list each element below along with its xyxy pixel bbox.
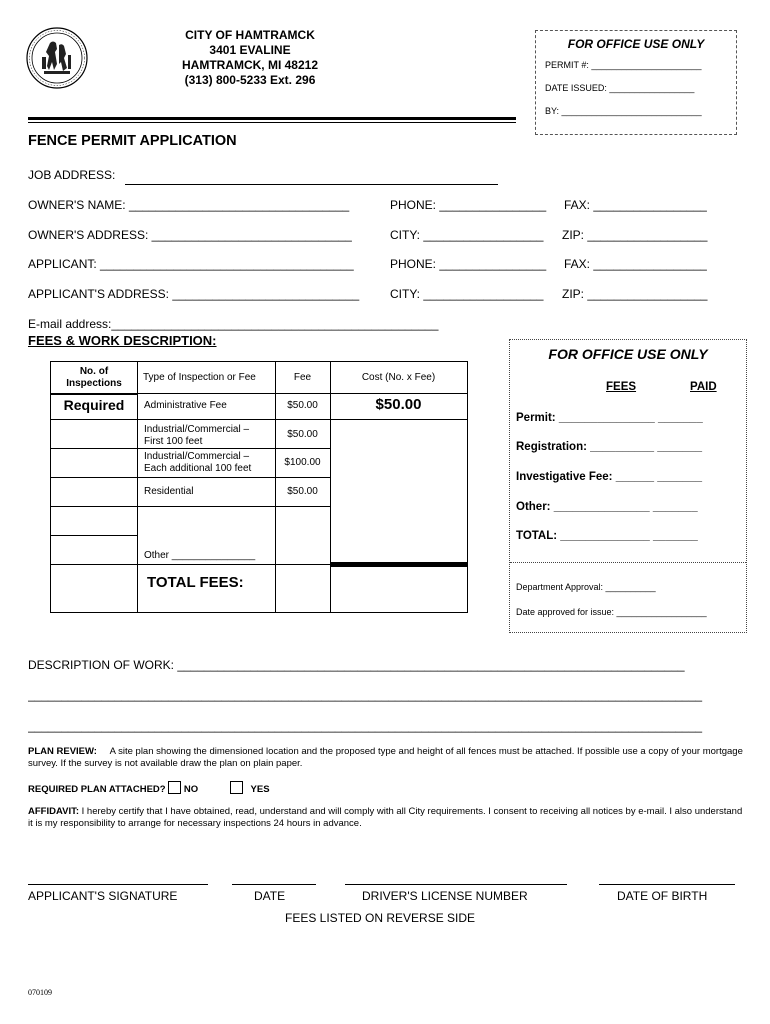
- fee-amount: $50.00: [287, 486, 318, 497]
- plan-review-text: A site plan showing the dimensioned location and the proposed type and height of all fences must be attached. If possible use a copy of your mortgage survey. If the survey is not available draw the plan on plain paper.: [28, 746, 743, 769]
- fee-type: Administrative Fee: [144, 400, 227, 411]
- date-label: DATE: [254, 889, 286, 903]
- header-rule-thin: [28, 122, 516, 123]
- paid-column-header: PAID: [690, 381, 717, 393]
- applicant-phone-field[interactable]: PHONE: ________________: [390, 257, 547, 271]
- date-line[interactable]: [232, 883, 316, 885]
- fee-amount: $50.00: [287, 400, 318, 411]
- applicant-zip-field[interactable]: ZIP: __________________: [562, 287, 708, 301]
- dob-line[interactable]: [599, 883, 735, 885]
- fee-type-other[interactable]: Other _______________: [144, 550, 256, 561]
- owners-address-field[interactable]: OWNER'S ADDRESS: ______________________________: [28, 228, 352, 242]
- owner-city-field[interactable]: CITY: __________________: [390, 228, 544, 242]
- city-seal: [26, 27, 88, 89]
- license-line[interactable]: [345, 883, 567, 885]
- dob-label: DATE OF BIRTH: [617, 889, 708, 903]
- date-approved-field[interactable]: Date approved for issue: __________________: [516, 607, 707, 617]
- description-line[interactable]: _____________________________________________________________________________________________________: [28, 688, 703, 702]
- applicant-fax-field[interactable]: FAX: _________________: [564, 257, 707, 271]
- applicants-address-field[interactable]: APPLICANT'S ADDRESS: ____________________________: [28, 287, 360, 301]
- applicant-signature-line[interactable]: [28, 883, 208, 885]
- fees-reverse-note: FEES LISTED ON REVERSE SIDE: [285, 911, 476, 925]
- city-line: HAMTRAMCK, MI 48212: [181, 58, 319, 72]
- fee-amount: $100.00: [284, 457, 321, 468]
- plan-review-label: PLAN REVIEW:: [28, 746, 97, 757]
- office-use-fees-box: [509, 339, 747, 633]
- date-issued-field[interactable]: DATE ISSUED: _________________: [545, 83, 695, 93]
- affidavit-text: I hereby certify that I have obtained, read, understand and will comply with all City requirements. I consent to receiving all notices by e-mail. I also understand it is my responsibility to arrange for necessary inspections 24 hours in advance.: [28, 806, 743, 829]
- office-permit-fee[interactable]: Permit: _______________ _______: [516, 412, 703, 424]
- office-total-fee[interactable]: TOTAL: ______________ _______: [516, 530, 698, 542]
- plan-attached-label: REQUIRED PLAN ATTACHED?: [28, 784, 166, 795]
- license-label: DRIVER'S LICENSE NUMBER: [362, 889, 528, 903]
- applicant-city-field[interactable]: CITY: __________________: [390, 287, 544, 301]
- owners-name-field[interactable]: OWNER'S NAME: _________________________________: [28, 198, 350, 212]
- owner-phone-field[interactable]: PHONE: ________________: [390, 198, 547, 212]
- office-divider: [510, 562, 746, 563]
- applicant-signature-label: APPLICANT'S SIGNATURE: [28, 889, 178, 903]
- office-use-title: FOR OFFICE USE ONLY: [567, 37, 705, 51]
- header-no-inspections: No. of Inspections: [66, 366, 122, 389]
- header-cost: Cost (No. x Fee): [361, 372, 436, 383]
- email-field[interactable]: E-mail address:_________________________________________________: [28, 317, 439, 331]
- form-code: 070109: [28, 988, 52, 997]
- fees-section-title: FEES & WORK DESCRIPTION:: [28, 333, 217, 348]
- city-line: 3401 EVALINE: [209, 43, 291, 57]
- issued-by-field[interactable]: BY: ____________________________: [545, 106, 702, 116]
- city-line: CITY OF HAMTRAMCK: [185, 28, 315, 42]
- office-other-fee[interactable]: Other: _______________ _______: [516, 501, 698, 513]
- plan-review-paragraph: [28, 746, 746, 770]
- fee-type: Industrial/Commercial – First 100 feet: [144, 424, 250, 447]
- form-title: FENCE PERMIT APPLICATION: [28, 133, 237, 149]
- permit-number-field[interactable]: PERMIT #: ______________________: [545, 60, 702, 70]
- city-line: (313) 800-5233 Ext. 296: [184, 73, 316, 87]
- total-fees-label: TOTAL FEES:: [147, 574, 244, 591]
- owner-fax-field[interactable]: FAX: _________________: [564, 198, 707, 212]
- plan-attached-no-label: NO: [183, 784, 199, 795]
- plan-attached-yes-checkbox[interactable]: [230, 781, 243, 794]
- plan-attached-row: [28, 781, 270, 796]
- header-rule: [28, 117, 516, 120]
- office-use-title: FOR OFFICE USE ONLY: [548, 346, 708, 362]
- applicant-field[interactable]: APPLICANT: ______________________________________: [28, 257, 354, 271]
- office-investigative-fee[interactable]: Investigative Fee: ______ _______: [516, 471, 703, 483]
- owner-zip-field[interactable]: ZIP: __________________: [562, 228, 708, 242]
- plan-attached-no-checkbox[interactable]: [168, 781, 181, 794]
- job-address-label: JOB ADDRESS:: [28, 168, 116, 182]
- description-of-work-field[interactable]: DESCRIPTION OF WORK: ____________________________________________________________________________: [28, 658, 685, 672]
- required-label: Required: [63, 397, 125, 413]
- fees-column-header: FEES: [606, 381, 637, 393]
- plan-attached-yes-label: YES: [250, 784, 270, 795]
- description-line[interactable]: _____________________________________________________________________________________________________: [28, 719, 703, 733]
- header-type: Type of Inspection or Fee: [143, 372, 256, 383]
- fees-table: [50, 361, 468, 613]
- header-fee: Fee: [293, 372, 312, 383]
- fee-type: Industrial/Commercial – Each additional 100 feet: [144, 451, 252, 474]
- office-use-box: [535, 30, 737, 135]
- job-address-input[interactable]: [125, 183, 498, 185]
- fee-type: Residential: [144, 486, 194, 497]
- affidavit-paragraph: [28, 806, 746, 830]
- office-registration-fee[interactable]: Registration: __________ _______: [516, 441, 703, 453]
- city-header: [150, 28, 350, 88]
- affidavit-label: AFFIDAVIT:: [28, 806, 80, 817]
- department-approval-field[interactable]: Department Approval: __________: [516, 582, 656, 592]
- fee-amount: $50.00: [287, 429, 318, 440]
- fee-cost: $50.00: [375, 396, 422, 413]
